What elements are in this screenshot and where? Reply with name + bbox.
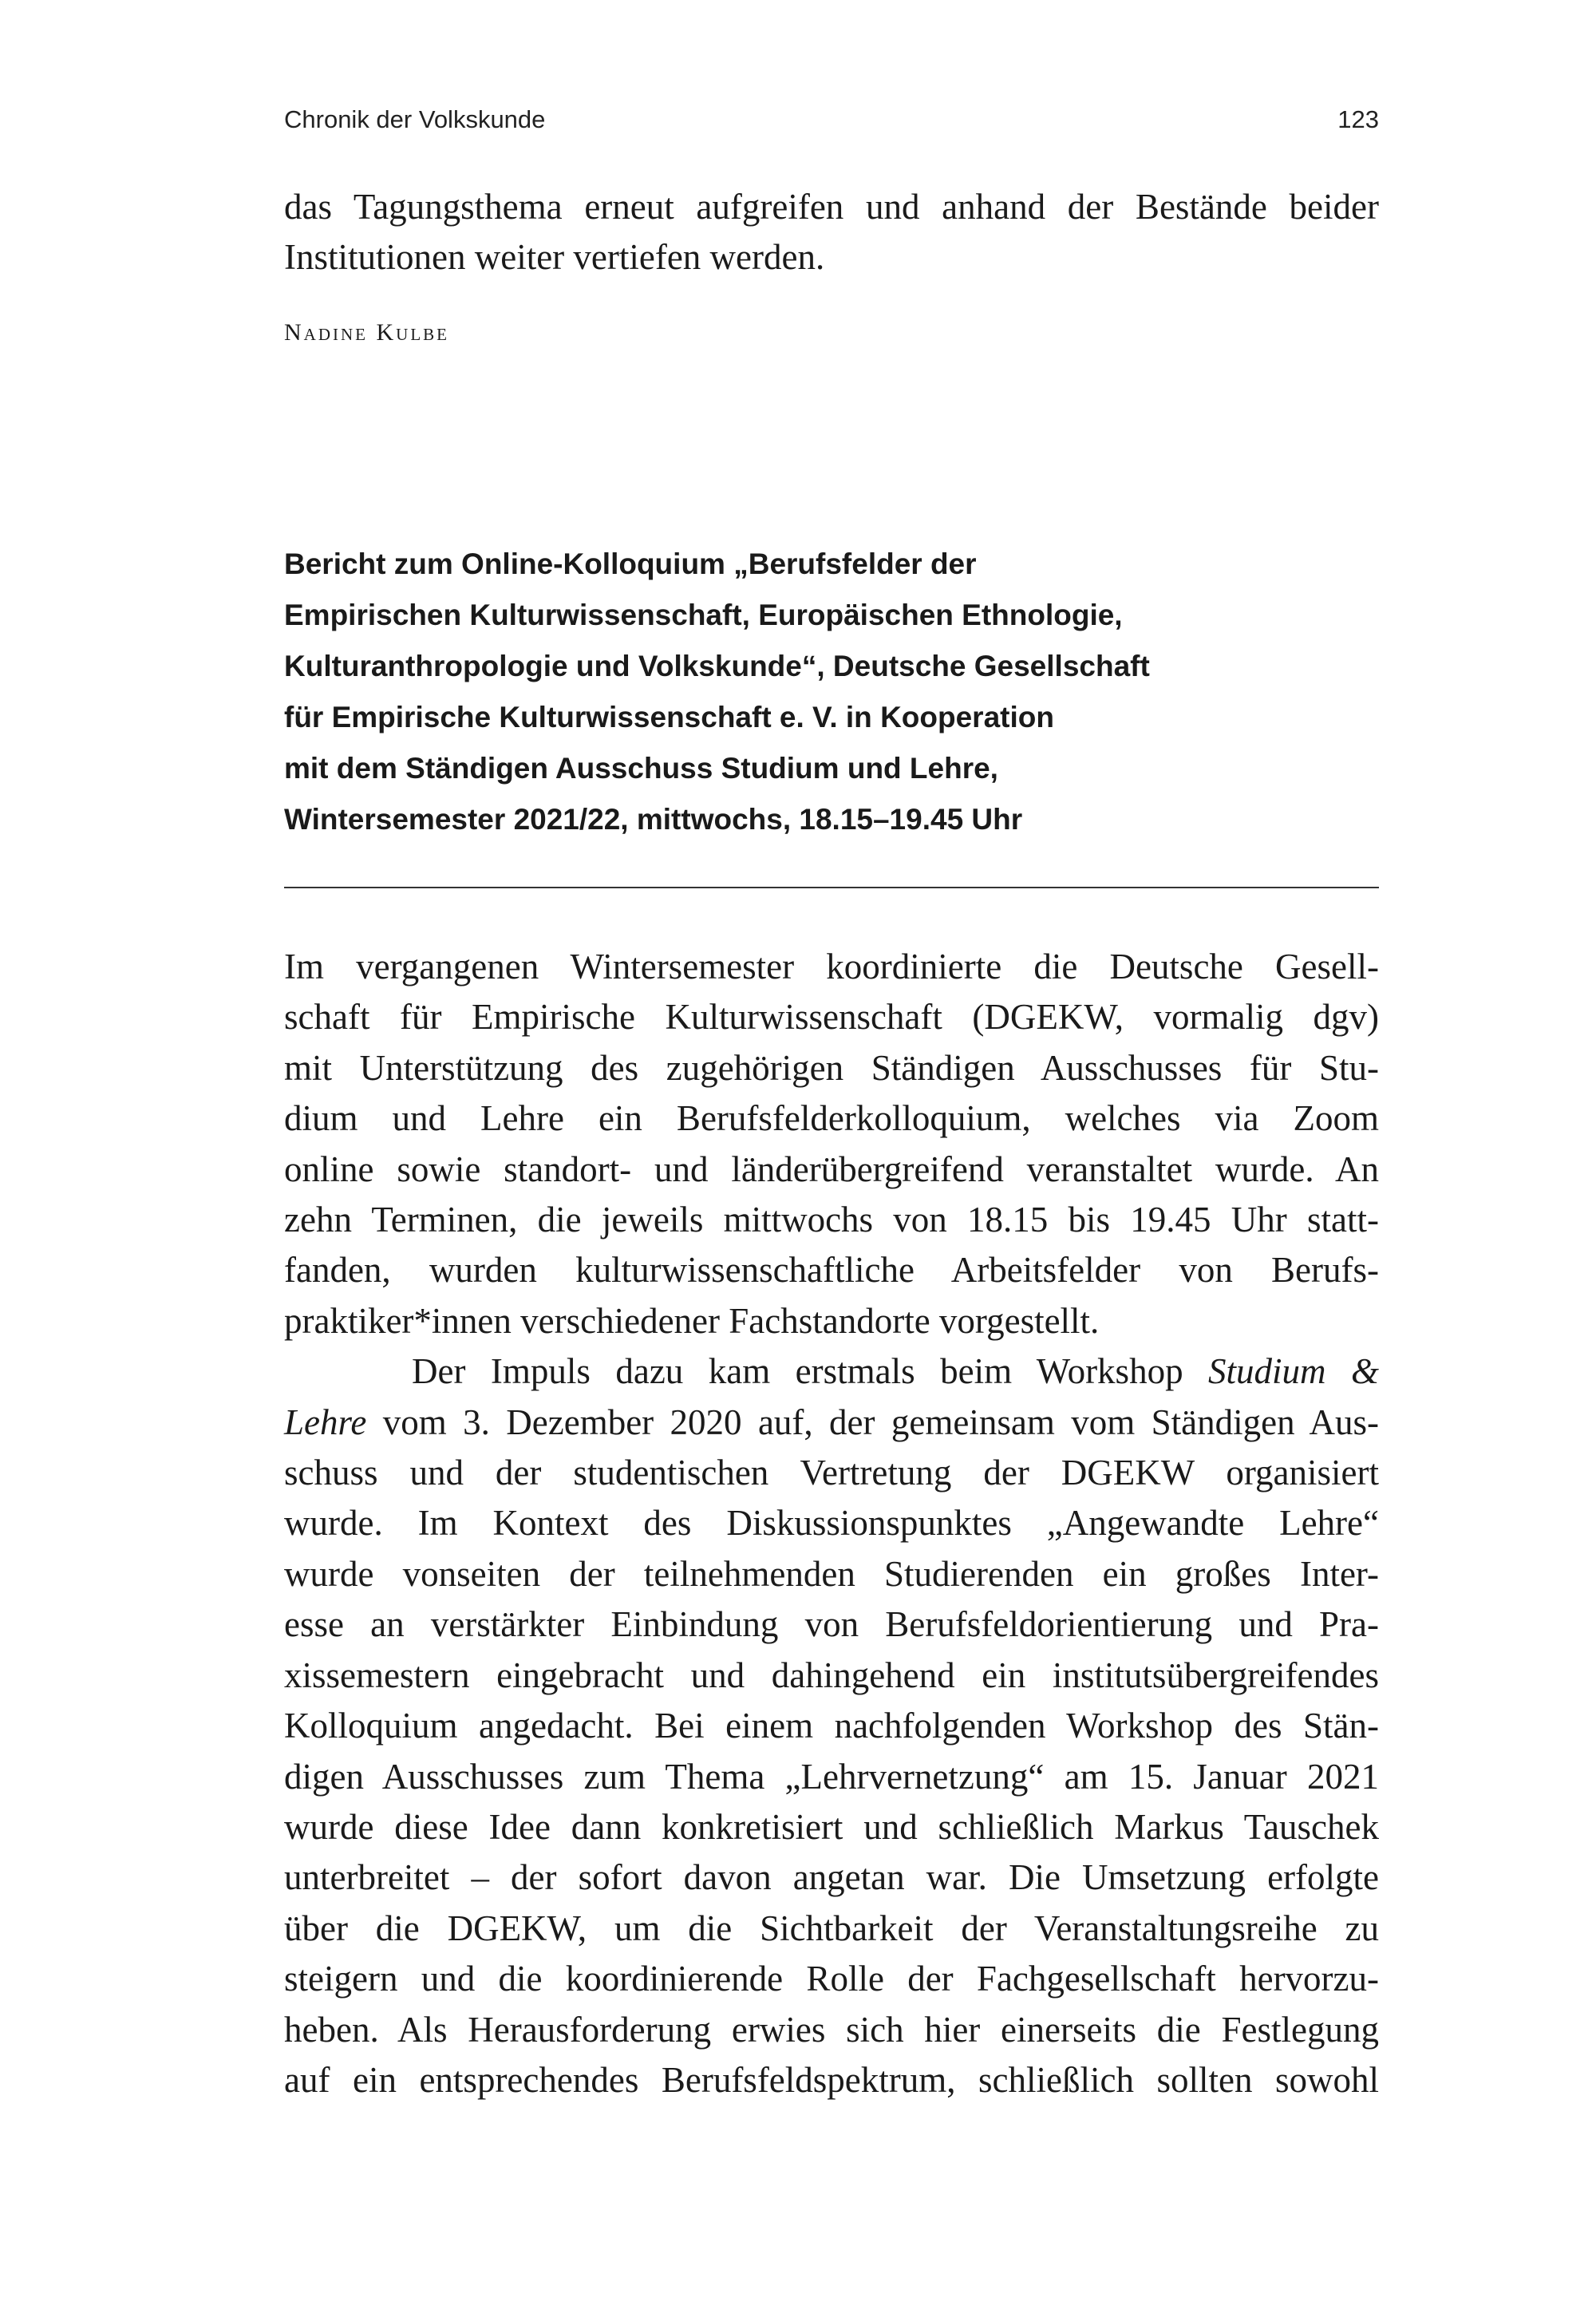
text-line: zehn Terminen, die jeweils mittwochs von 18.15 bis 19.45 Uhr statt-	[284, 1200, 1379, 1240]
text-line: unterbreitet – der sofort davon angetan war. Die Umsetzung erfolgte	[284, 1857, 1379, 1898]
text-line: online sowie standort- und länderübergreifend veranstaltet wurde. An	[284, 1149, 1379, 1189]
text-line: fanden, wurden kulturwissenschaftliche Arbeitsfelder von Berufs-	[284, 1250, 1379, 1291]
text-line: wurde vonseiten der teilnehmenden Studierenden ein großes Inter-	[284, 1553, 1379, 1594]
text-line: schuss und der studentischen Vertretung der DGEKW organisiert	[284, 1453, 1379, 1493]
text-line: mit Unterstützung des zugehörigen Ständigen Ausschusses für Stu-	[284, 1047, 1379, 1088]
text-line: wurde diese Idee dann konkretisiert und schließlich Markus Tauschek	[284, 1806, 1379, 1847]
italic-title: Lehre	[284, 1402, 367, 1442]
text-line: Im vergangenen Wintersemester koordinierte die Deutsche Gesell-	[284, 947, 1379, 986]
text-line: das Tagungsthema erneut aufgreifen und anhand der Bestände beider	[284, 187, 1379, 227]
text-line: heben. Als Herausforderung erwies sich hier einerseits die Festlegung	[284, 2009, 1379, 2050]
body-text	[284, 942, 1379, 2105]
report-title	[284, 539, 1150, 845]
text-line: praktiker*innen verschiedener Fachstandorte vorgestellt.	[284, 1300, 1100, 1341]
text-line: digen Ausschusses zum Thema „Lehrvernetzung“ am 15. Januar 2021	[284, 1756, 1379, 1797]
text-line: xissemestern eingebracht und dahingehend ein institutsübergreifendes	[284, 1655, 1379, 1695]
italic-title: Studium &	[1208, 1351, 1379, 1392]
title-line: Empirischen Kulturwissenschaft, Europäischen Ethnologie,	[284, 599, 1123, 631]
text-span: Der Impuls dazu kam erstmals beim Workshop	[412, 1351, 1183, 1392]
text-line: steigern und die koordinierende Rolle der Fachgesellschaft hervorzu-	[284, 1959, 1379, 1999]
text-line: auf ein entsprechendes Berufsfeldspektrum, schließlich sollten sowohl	[284, 2059, 1379, 2100]
text-line: dium und Lehre ein Berufsfelderkolloquium, welches via Zoom	[284, 1098, 1379, 1139]
title-line: Bericht zum Online-Kolloquium „Berufsfelder der	[284, 548, 977, 580]
text-line: wurde. Im Kontext des Diskussionspunktes „Angewandte Lehre“	[284, 1503, 1379, 1544]
continuation-paragraph	[284, 182, 1379, 283]
text-line	[284, 1346, 1379, 1397]
text-span: vom 3. Dezember 2020 auf, der gemeinsam vom Ständigen Aus-	[382, 1402, 1380, 1442]
title-line: Wintersemester 2021/22, mittwochs, 18.15–19.45 Uhr	[284, 803, 1023, 836]
text-line	[284, 1398, 1379, 1448]
text-line: esse an verstärkter Einbindung von Berufsfeldorientierung und Pra-	[284, 1604, 1379, 1645]
text-line: schaft für Empirische Kulturwissenschaft (DGEKW, vormalig dgv)	[284, 997, 1379, 1038]
text-line: Kolloquium angedacht. Bei einem nachfolgenden Workshop des Stän-	[284, 1706, 1379, 1746]
title-line: mit dem Ständigen Ausschuss Studium und Lehre,	[284, 752, 998, 785]
page-number: 123	[1337, 105, 1379, 133]
running-title: Chronik der Volkskunde	[284, 105, 546, 133]
divider	[284, 887, 1379, 888]
text-line: Institutionen weiter vertiefen werden.	[284, 237, 825, 278]
title-line: für Empirische Kulturwissenschaft e. V. in Kooperation	[284, 701, 1054, 733]
author-name: Nadine Kulbe	[284, 319, 449, 346]
text-line: über die DGEKW, um die Sichtbarkeit der Veranstaltungsreihe zu	[284, 1908, 1379, 1948]
title-line: Kulturanthropologie und Volkskunde“, Deutsche Gesellschaft	[284, 650, 1150, 682]
